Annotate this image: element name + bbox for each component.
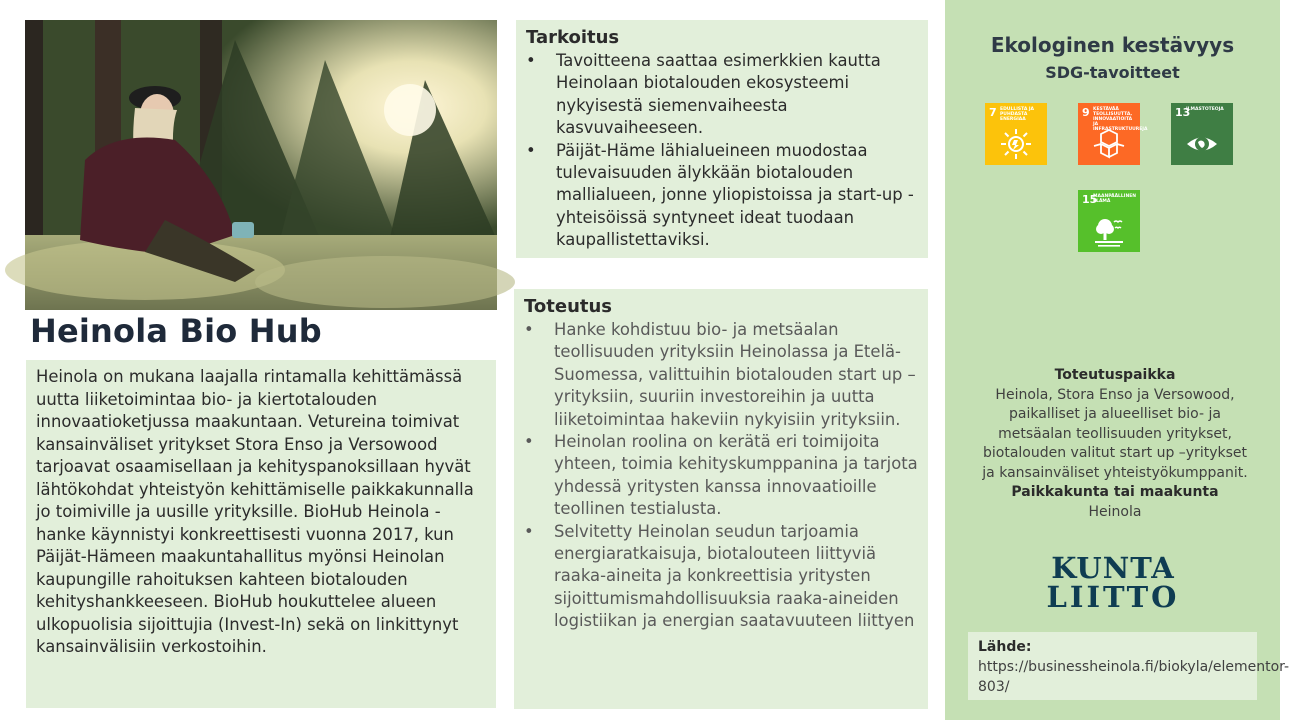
list-item [524, 431, 918, 521]
bullet: • [526, 51, 536, 70]
bullet: • [524, 432, 534, 452]
source-heading: Lähde: [978, 639, 1032, 655]
sdg-label: ILMASTOTEOJA [1186, 107, 1224, 112]
description-text: Heinola on mukana laajalla rintamalla kehittämässä uutta liiketoimintaa bio- ja kiertotalouden innovaatioketjussa maakuntaan. Vetureina toimivat kansainväliset yritykset Stora Enso ja Versowood tarjoavat osaamisellaan ja kehityspanoksillaan hyvät lähtökohdat yhteistyön kehittämiselle paikkakunnalla jo toimiville ja uusille yrityksille. BioHub Heinola -hanke käynnistyi konkreettisesti vuonna 2017, kun Päijät-Hämeen maakuntahallitus myönsi Heinolan kaupungille rahoituksen kahteen biotalouden kehityshankkeeseen. BioHub houkuttelee alueen ulkopuolisia sijoittujia (Invest-In) sekä on linkittynyt kansainvälisiin verkostoihin. [36, 367, 474, 656]
region-text: Heinola [1088, 503, 1142, 520]
logo-line-1: KUNTA [1051, 551, 1175, 585]
sdg-tile-13 [1171, 103, 1233, 165]
tree-birds-icon [1092, 214, 1126, 248]
list-item [526, 50, 918, 140]
source-link[interactable]: https://businessheinola.fi/biokyla/elementor-803/ [978, 659, 1289, 695]
eye-earth-icon [1185, 127, 1219, 161]
toteutus-box [514, 289, 928, 709]
sdg-number: 9 [1082, 106, 1090, 119]
list-item [526, 140, 918, 252]
location-info [975, 366, 1255, 522]
description-box [26, 360, 496, 708]
panel-title: Ekologinen kestävyys [990, 33, 1235, 57]
sdg-number: 7 [989, 106, 997, 119]
bullet: • [524, 320, 534, 339]
list-item [524, 319, 918, 431]
sdg-number: 15 [1082, 193, 1098, 206]
bullet: • [524, 521, 534, 541]
place-heading: Toteutuspaikka [1054, 367, 1176, 383]
panel-subtitle: SDG-tavoitteet [1045, 63, 1180, 82]
source-box [968, 632, 1289, 700]
page-title: Heinola Bio Hub [30, 312, 322, 350]
sdg-label: MAANPÄÄLLINEN ELÄMÄ [1093, 194, 1137, 204]
place-text: Heinola, Stora Enso ja Versowood, paikalliset ja alueelliset bio- ja metsäalan teollisuuden yritykset, biotalouden valitut start up –yritykset ja kansainväliset yhteistyökumppanit. [982, 386, 1248, 481]
tarkoitus-box [516, 20, 928, 258]
sdg-label: EDULLISTA JA PUHDASTA ENERGIAA [1000, 107, 1035, 122]
region-heading: Paikkakunta tai maakunta [1011, 484, 1219, 500]
list-item-text: Heinolan roolina on kerätä eri toimijoita yhteen, toimia kehityskumppanina ja tarjota yhdessä yritysten kanssa innovaatioille teollinen testialusta. [554, 432, 918, 519]
cubes-icon [1092, 127, 1126, 161]
toteutus-heading: Toteutus [524, 296, 613, 317]
sdg-tile-9 [1078, 103, 1148, 165]
bullet: • [526, 140, 536, 160]
sdg-number: 13 [1175, 106, 1191, 119]
forest-photo [25, 20, 497, 310]
list-item-text: Hanke kohdistuu bio- ja metsäalan teollisuuden yrityksiin Heinolassa ja Etelä-Suomessa, valittuihin biotalouden start up –yrityksiin, suuriin investoreihin ja uutta liiketoimintaa hakeviin nykyisiin yrityksiin. [554, 320, 916, 429]
tarkoitus-heading: Tarkoitus [526, 27, 620, 48]
list-item-text: Selvitetty Heinolan seudun tarjoamia energiaratkaisuja, biotalouteen liittyviä raaka-aineita ja konkreettisia yritysten sijoittumismahdollisuuksia raaka-aineiden logistiikan ja energian saatavuuteen liittyen [554, 521, 915, 631]
tarkoitus-list [526, 50, 918, 252]
sun-power-icon [999, 127, 1033, 161]
list-item-text: Tavoitteena saattaa esimerkkien kautta Heinolaan biotalouden ekosysteemi nykyisestä siemenvaiheesta kasvuvaiheeseen. [556, 51, 881, 138]
sdg-tile-7 [985, 103, 1047, 165]
list-item [524, 521, 918, 633]
list-item-text: Päijät-Häme lähialueineen muodostaa tulevaisuuden älykkään biotalouden mallialueen, jonne yliopistoissa ja start-up -yhteisöissä syntyneet ideat tuodaan kaupallistettaviksi. [556, 140, 914, 250]
kuntaliitto-logo [1024, 551, 1202, 614]
sdg-tile-15 [1078, 190, 1140, 252]
toteutus-list [524, 319, 918, 633]
logo-line-2: LIITTO [1046, 580, 1180, 614]
sdg-label: KESTÄVÄÄ TEOLLISUUTTA, INNOVAATIOITA JA INFRASTRUKTUUREJA [1093, 107, 1148, 132]
